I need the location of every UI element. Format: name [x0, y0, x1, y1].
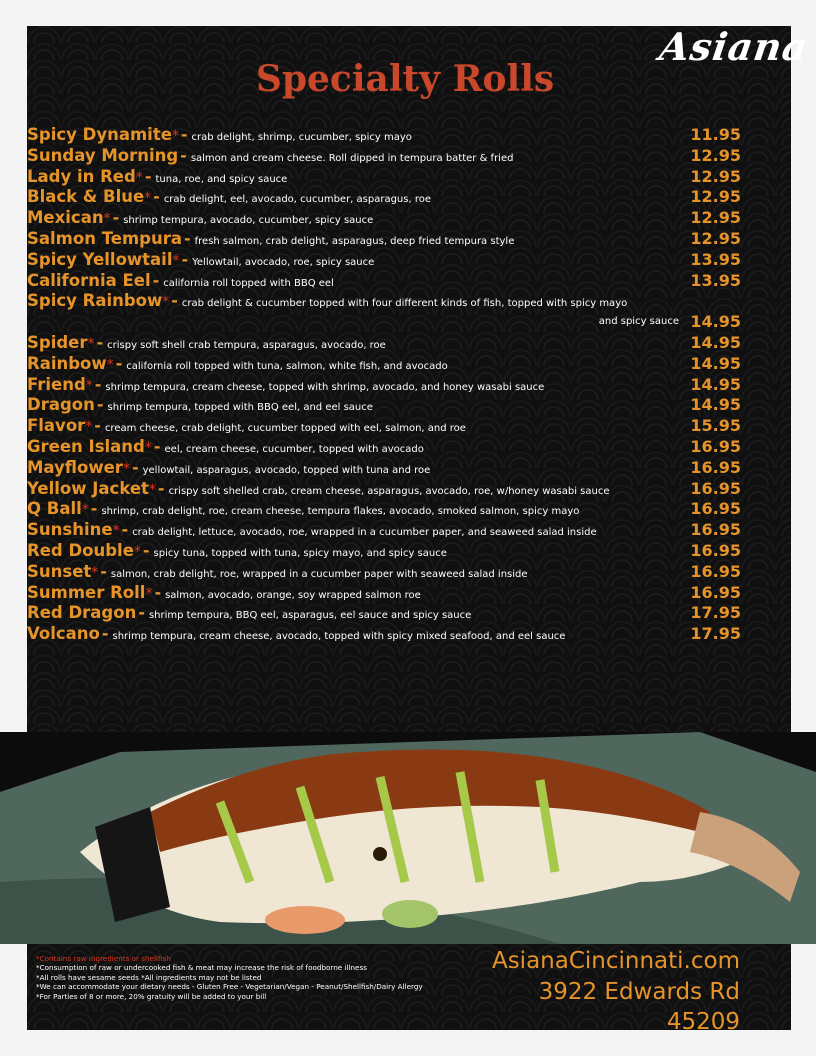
- roll-price: 14.95: [690, 312, 741, 332]
- roll-price: 17.95: [690, 624, 741, 644]
- page-title: Specialty Rolls: [255, 58, 555, 100]
- roll-name: Flavor: [27, 416, 86, 436]
- separator-dash: -: [94, 416, 101, 436]
- raw-marker: *: [144, 190, 152, 207]
- raw-marker: *: [87, 335, 95, 352]
- roll-name: Dragon: [27, 395, 95, 415]
- roll-price: 12.95: [690, 166, 741, 186]
- roll-row: [27, 562, 747, 583]
- roll-row: [27, 271, 747, 292]
- roll-price: 15.95: [690, 416, 741, 436]
- roll-name: Green Island: [27, 436, 145, 456]
- separator-dash: -: [138, 603, 145, 623]
- roll-description: shrimp, crab delight, roe, cream cheese, tempura flakes, avocado, smoked salmon, spicy mayo: [101, 506, 580, 518]
- separator-dash: -: [101, 624, 109, 644]
- roll-name: Sunshine: [27, 520, 113, 540]
- raw-marker: *: [148, 481, 156, 498]
- note-line: *We can accommodate your dietary needs - Gluten Free - Vegetarian/Vegan - Peanut/Shellfish/Dairy Allergy: [36, 982, 423, 992]
- roll-row: [27, 375, 747, 396]
- roll-row: [27, 354, 747, 375]
- raw-marker: *: [106, 356, 114, 373]
- roll-description: eel, cream cheese, cucumber, topped with avocado: [164, 443, 424, 455]
- roll-description: salmon and cream cheese. Roll dipped in tempura batter & fried: [190, 152, 514, 164]
- roll-row: [27, 458, 747, 479]
- roll-description: fresh salmon, crab delight, asparagus, deep fried tempura style: [194, 235, 515, 247]
- roll-price: 16.95: [690, 457, 741, 477]
- roll-row: [27, 208, 747, 229]
- roll-name: Volcano: [27, 624, 100, 644]
- raw-marker: *: [133, 543, 141, 560]
- street-address: 3922 Edwards Rd: [538, 978, 740, 1005]
- website-link[interactable]: AsianaCincinnati.com: [491, 948, 740, 974]
- roll-description: salmon, crab delight, roe, wrapped in a cucumber paper with seaweed salad inside: [110, 568, 528, 580]
- roll-row: [27, 395, 747, 416]
- raw-marker: *: [171, 128, 179, 144]
- roll-row: [27, 229, 747, 250]
- roll-name: Red Dragon: [27, 603, 137, 623]
- roll-name: Salmon Tempura: [27, 228, 182, 248]
- roll-description: crab delight & cucumber topped with four different kinds of fish, topped with spicy mayo: [181, 298, 628, 310]
- separator-dash: -: [121, 520, 129, 540]
- roll-name: Spider: [27, 332, 88, 352]
- roll-price: 12.95: [690, 187, 741, 207]
- roll-price: 16.95: [690, 478, 741, 498]
- roll-row: [27, 146, 747, 167]
- roll-row: [27, 603, 747, 624]
- roll-price: 16.95: [690, 499, 741, 519]
- roll-row: [27, 541, 747, 562]
- roll-price: 12.95: [690, 228, 741, 248]
- roll-name: Mayflower: [27, 457, 123, 477]
- separator-dash: -: [180, 145, 187, 165]
- roll-description: Yellowtail, avocado, roe, spicy sauce: [192, 256, 375, 268]
- roll-description: california roll topped with BBQ eel: [163, 277, 334, 289]
- raw-marker: *: [144, 439, 152, 456]
- roll-row: [27, 125, 747, 146]
- roll-price: 17.95: [690, 603, 741, 623]
- separator-dash: -: [171, 291, 178, 311]
- roll-name: Friend: [27, 374, 86, 394]
- raw-marker: *: [122, 460, 130, 477]
- separator-dash: -: [183, 228, 191, 248]
- roll-row: [27, 437, 747, 458]
- roll-description: crab delight, lettuce, avocado, roe, wrapped in a cucumber paper, and seaweed salad inside: [132, 527, 597, 539]
- roll-row: [27, 624, 747, 645]
- roll-price: 13.95: [690, 249, 741, 269]
- raw-marker: *: [91, 564, 99, 581]
- roll-description: crispy soft shelled crab, cream cheese, asparagus, avocado, roe, w/honey wasabi sauce: [168, 485, 610, 497]
- note-line: *Consumption of raw or undercooked fish & meat may increase the risk of foodborne illness: [36, 963, 367, 973]
- roll-name: Rainbow: [27, 353, 107, 373]
- raw-marker: *: [162, 294, 170, 311]
- roll-row: [27, 583, 747, 604]
- separator-dash: -: [153, 187, 160, 207]
- roll-description-continued: and spicy sauce: [598, 316, 679, 328]
- note-line: *All rolls have sesame seeds *All ingredients may not be listed: [36, 972, 262, 982]
- roll-name: California Eel: [27, 270, 151, 290]
- roll-price: 16.95: [690, 540, 741, 560]
- roll-description: california roll topped with tuna, salmon, white fish, and avocado: [126, 360, 448, 372]
- roll-price: 14.95: [690, 395, 741, 415]
- raw-marker: *: [85, 377, 93, 394]
- roll-name: Summer Roll: [27, 582, 146, 602]
- roll-price: 16.95: [690, 561, 741, 581]
- roll-price: 14.95: [690, 332, 741, 352]
- roll-row: [27, 479, 747, 500]
- roll-description: tuna, roe, and spicy sauce: [155, 173, 288, 185]
- roll-description: shrimp tempura, topped with BBQ eel, and eel sauce: [107, 402, 373, 414]
- separator-dash: -: [131, 457, 139, 477]
- roll-description: shrimp tempura, cream cheese, topped with shrimp, avocado, and honey wasabi sauce: [105, 381, 545, 393]
- raw-marker: *: [145, 585, 153, 602]
- raw-marker: *: [172, 252, 180, 269]
- separator-dash: -: [152, 270, 160, 290]
- separator-dash: -: [157, 478, 165, 498]
- roll-description: cream cheese, crab delight, cucumber topped with eel, salmon, and roe: [104, 423, 466, 435]
- roll-name: Yellow Jacket: [27, 478, 149, 498]
- brand-logo: Asiana: [656, 24, 812, 69]
- contact-info: [492, 946, 740, 1038]
- roll-description: shrimp tempura, cream cheese, avocado, topped with spicy mixed seafood, and eel sauce: [112, 631, 566, 643]
- raw-marker: *: [135, 169, 143, 186]
- separator-dash: -: [180, 125, 188, 144]
- separator-dash: -: [94, 374, 102, 394]
- separator-dash: -: [90, 499, 98, 519]
- roll-row: [27, 187, 747, 208]
- roll-description: yellowtail, asparagus, avocado, topped with tuna and roe: [142, 464, 431, 476]
- roll-description: crab delight, shrimp, cucumber, spicy mayo: [191, 132, 412, 143]
- roll-price: 11.95: [690, 125, 741, 144]
- zip-code: 45209: [666, 1009, 740, 1035]
- roll-price: 16.95: [690, 436, 741, 456]
- separator-dash: -: [153, 436, 161, 456]
- roll-row: [27, 250, 747, 271]
- raw-warning: *Contains raw ingredients or shellfish: [36, 954, 171, 963]
- roll-row: [27, 416, 747, 437]
- separator-dash: -: [115, 353, 123, 373]
- roll-name: Spicy Rainbow: [27, 291, 163, 311]
- roll-name: Red Double: [27, 540, 134, 560]
- roll-price: 13.95: [690, 270, 741, 290]
- raw-marker: *: [112, 523, 120, 540]
- raw-marker: *: [85, 419, 93, 436]
- roll-name: Black & Blue: [27, 187, 145, 207]
- allergen-notes: [36, 954, 466, 1001]
- roll-description: shrimp tempura, BBQ eel, asparagus, eel sauce and spicy sauce: [148, 610, 472, 622]
- roll-description: shrimp tempura, avocado, cucumber, spicy sauce: [123, 215, 374, 227]
- raw-marker: *: [81, 502, 89, 519]
- roll-row: [27, 520, 747, 541]
- roll-price: 14.95: [690, 353, 741, 373]
- separator-dash: -: [144, 166, 152, 186]
- roll-row: [27, 499, 747, 520]
- separator-dash: -: [154, 582, 162, 602]
- raw-marker: *: [103, 211, 111, 228]
- roll-price: 12.95: [690, 145, 741, 165]
- separator-dash: -: [142, 540, 150, 560]
- roll-name: Mexican: [27, 208, 104, 228]
- roll-price: 16.95: [690, 520, 741, 540]
- roll-name: Lady in Red: [27, 166, 136, 186]
- separator-dash: -: [112, 208, 120, 228]
- sushi-roll-image: [0, 732, 816, 944]
- roll-description: spicy tuna, topped with tuna, spicy mayo, and spicy sauce: [153, 547, 447, 559]
- note-line: *For Parties of 8 or more, 20% gratuity will be added to your bill: [36, 991, 267, 1001]
- rolls-list: [27, 125, 747, 645]
- roll-row: [27, 333, 747, 354]
- separator-dash: -: [96, 395, 104, 415]
- separator-dash: -: [100, 561, 107, 581]
- roll-name: Spicy Dynamite: [27, 125, 172, 144]
- roll-name: Spicy Yellowtail: [27, 249, 173, 269]
- roll-description: crab delight, eel, avocado, cucumber, asparagus, roe: [163, 194, 431, 206]
- roll-name: Q Ball: [27, 499, 82, 519]
- roll-price: 14.95: [690, 374, 741, 394]
- sushi-roll-photo: [0, 732, 816, 944]
- roll-price: 16.95: [690, 582, 741, 602]
- roll-name: Sunset: [27, 561, 92, 581]
- roll-name: Sunday Morning: [27, 145, 179, 165]
- roll-description: salmon, avocado, orange, soy wrapped salmon roe: [165, 589, 421, 601]
- separator-dash: -: [96, 332, 104, 352]
- roll-row: [27, 167, 747, 188]
- separator-dash: -: [181, 249, 189, 269]
- roll-row: [27, 291, 747, 333]
- roll-description: crispy soft shell crab tempura, asparagus, avocado, roe: [107, 339, 386, 351]
- roll-price: 12.95: [690, 208, 741, 228]
